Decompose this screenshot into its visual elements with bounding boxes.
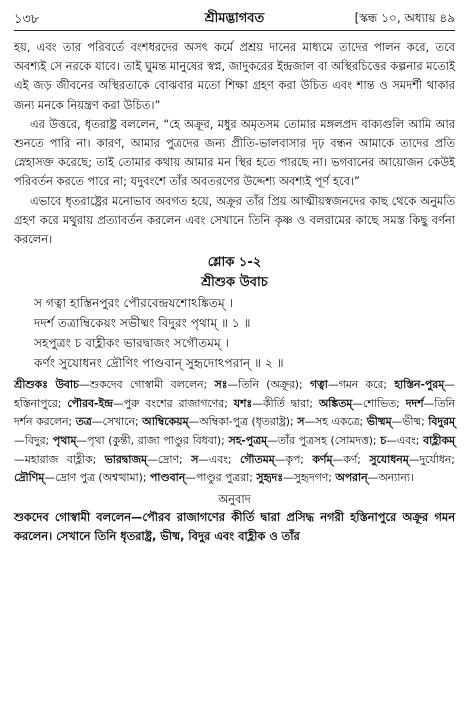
synonym-word: হাস্তিন-পুরম্ xyxy=(394,378,445,392)
synonym-word: সুহৃদঃ xyxy=(256,471,283,485)
synonym-word: কর্ণম্ xyxy=(312,452,333,466)
synonym-meaning: —পাণ্ডুর পুত্ররা; xyxy=(185,471,257,485)
page-header xyxy=(14,8,455,30)
synonym-word: দ্রৌণিম্ xyxy=(14,471,45,485)
synonym-meaning: —দুর্যোধন; xyxy=(408,452,455,466)
verse-speaker: শ্রীশুক উবাচ xyxy=(201,275,268,291)
verse-line-3: সহপুত্রং চ বাহ্লীকং ভারদ্বাজং সগৌতমম্ । xyxy=(34,336,230,351)
synonym-meaning: —দ্রোণ পুত্র (অশ্বত্থামা); xyxy=(44,471,150,485)
synonym-word: যশঃ xyxy=(233,396,253,410)
synonym-meaning: —অন্যান্য। xyxy=(367,471,414,485)
synonym-meaning: —পুরু বংশের রাজাগণের; xyxy=(112,396,234,410)
synonym-word: আম্বিকেয়ম্ xyxy=(142,415,189,429)
synonym-meaning: —অম্বিকা-পুত্র (ধৃতরাষ্ট্র); xyxy=(188,415,298,429)
synonym-meaning: —তিনি (অক্রূর); xyxy=(227,378,310,392)
book-title: শ্রীমদ্ভাগবত xyxy=(204,11,265,26)
synonym-meaning: —সহ একত্রে; xyxy=(304,415,367,429)
synonym-word: অঙ্কিতম্ xyxy=(318,396,353,410)
synonym-word: গত্বা xyxy=(309,378,328,392)
synonym-word: তত্র xyxy=(75,415,92,429)
synonym-meaning: —সেখানে; xyxy=(91,415,143,429)
purport-paragraph-1: হয়, এবং তার পরিবর্তে বংশধরদের অসৎ কর্মে প্রশ্রয় দানের মাধ্যমে তাদের পালন করে, তবে অবশ্যই সে নরকে যাবে। তাই ঘুমন্ত মানুষের স্বপ্ন, জাদুকরের ইন্দ্রজাল বা অস্থিরচিত্তের কল্পনার মতোই এই জড় জীবনের অস্থিরতাকে বোঝবার মতো শিক্ষা গ্রহণ করা উচিত এবং শান্ত ও সমদর্শী থাকার জন্য মনকে নিয়ন্ত্রণ করা উচিত।” xyxy=(14,40,455,112)
header-rule xyxy=(14,30,455,31)
synonym-meaning: —হস্তিনাপুরে; xyxy=(14,378,455,410)
translation-heading: অনুবাদ xyxy=(218,491,251,506)
synonym-meaning: —মহারাজ বাহ্লীক; xyxy=(14,452,105,466)
synonym-meaning: —বিদুর; xyxy=(14,434,53,448)
synonym-meaning: —পৃথা (কুন্তী, রাজা পাণ্ডুর বিধবা); xyxy=(76,434,229,448)
synonym-meaning: —সুহৃদগণ; xyxy=(282,471,336,485)
synonym-word: পাণ্ডবান্ xyxy=(149,471,186,485)
synonym-meaning: —ভীষ্ম; xyxy=(391,415,429,429)
synonym-word: সুযোধনম্ xyxy=(369,452,409,466)
translation-text: শুকদেব গোস্বামী বললেন—পৌরব রাজাগণের কীর্তি দ্বারা প্রসিদ্ধ নগরী হস্তিনাপুরে অক্রূর গমন করলেন। সেখানে তিনি ধৃতরাষ্ট্র, ভীষ্ম, বিদুর এবং বাহ্লীক ও তাঁর xyxy=(14,509,455,543)
page-body xyxy=(14,38,455,546)
synonym-word: স xyxy=(297,415,305,429)
verse-number: শ্লোক ১-২ xyxy=(207,255,262,271)
synonym-word: সঃ xyxy=(214,378,228,392)
chapter-reference: [স্কন্ধ ১০, অধ্যায় ৪৯ xyxy=(354,11,455,25)
verse-line-1: স গত্বা হাস্তিনপুরং পৌরবেন্দ্রযশোঽঙ্কিতম্ । xyxy=(34,296,234,311)
synonym-meaning: —তাঁর পুত্রসহ (সোমদত্ত); xyxy=(267,434,381,448)
synonym-meaning: —তিনি দর্শন করলেন; xyxy=(14,396,455,429)
synonym-meaning: —কৃপ; xyxy=(274,452,313,466)
synonym-word: ভারদ্বাজম্ xyxy=(104,452,147,466)
synonym-word: বাহ্লীকম্ xyxy=(423,434,455,448)
synonym-word: অপরান্ xyxy=(335,471,368,485)
verse-line-2: দদর্শ তত্রাম্বিকেয়ং সভীষ্মং বিদুরং পৃথাম্ ॥ ১ ॥ xyxy=(34,316,251,331)
synonym-meaning: —শোভিত; xyxy=(352,396,406,410)
synonym-meaning: —এবং; xyxy=(198,452,240,466)
synonym-meaning: —কীর্তি দ্বারা; xyxy=(252,396,319,410)
synonym-meaning: —দ্রোণ; xyxy=(147,452,192,466)
verse-line-4: কর্ণং সুযোধনং দ্রৌণিং পাণ্ডবান্ সুহৃদোঽপরান্ ॥ ২ ॥ xyxy=(34,356,284,371)
purport-paragraph-3: এভাবে ধৃতরাষ্ট্রের মনোভাব অবগত হয়ে, অক্রূর তাঁর প্রিয় আত্মীয়স্বজনদের কাছ থেকে অনুমতি গ্রহণ করে মথুরায় প্রত্যাবর্তন করলেন এবং সেখানে তিনি কৃষ্ণ ও বলরামের কাছে সমস্ত কিছু বর্ণনা করলেন। xyxy=(14,193,455,247)
synonym-meaning: —গমন করে; xyxy=(327,378,395,392)
synonym-meaning: —এবং; xyxy=(386,434,424,448)
synonym-meaning: —শুকদেব গোস্বামী বললেন; xyxy=(78,378,215,392)
synonym-word: চ xyxy=(380,434,387,448)
synonym-word: পৌরব-ইন্দ্র xyxy=(67,396,113,410)
synonym-word: দদর্শ xyxy=(405,396,424,410)
synonym-word: ভীষ্মম্ xyxy=(366,415,392,429)
purport-paragraph-2: এর উত্তরে, ধৃতরাষ্ট্র বললেন, “হে অক্রূর, মধুর অমৃতসম তোমার মঙ্গলপ্রদ বাক্যগুলি আমি আর শুনতে পারি না। কারণ, আমার পুত্রদের জন্য প্রীতি-ভালবাসার দৃঢ় বন্ধন আমাকে তাদের প্রতি স্নেহাসক্ত করেছে; তাই তোমার কথায় আমার মন স্থির হতে পারছে না। ভগবানের আয়োজন কেউই পরিবর্তন করতে পারে না; যদুবংশে তাঁর অবতরণের উদ্দেশ্য অবশ্যই পূর্ণ হবে।” xyxy=(14,116,455,189)
synonym-word: সহ-পুত্রম্ xyxy=(228,434,267,448)
synonym-word: শ্রীশুকঃ উবাচ xyxy=(14,378,79,392)
synonym-word: স xyxy=(191,452,199,466)
word-for-word-synonyms xyxy=(14,376,455,488)
synonym-word: গৌতমম্ xyxy=(239,452,275,466)
synonym-word: পৃথাম্ xyxy=(52,434,77,448)
synonym-word: বিদুরম্ xyxy=(428,415,456,429)
page-number: ১৩৮ xyxy=(14,12,40,27)
synonym-meaning: —কর্ণ; xyxy=(332,452,370,466)
